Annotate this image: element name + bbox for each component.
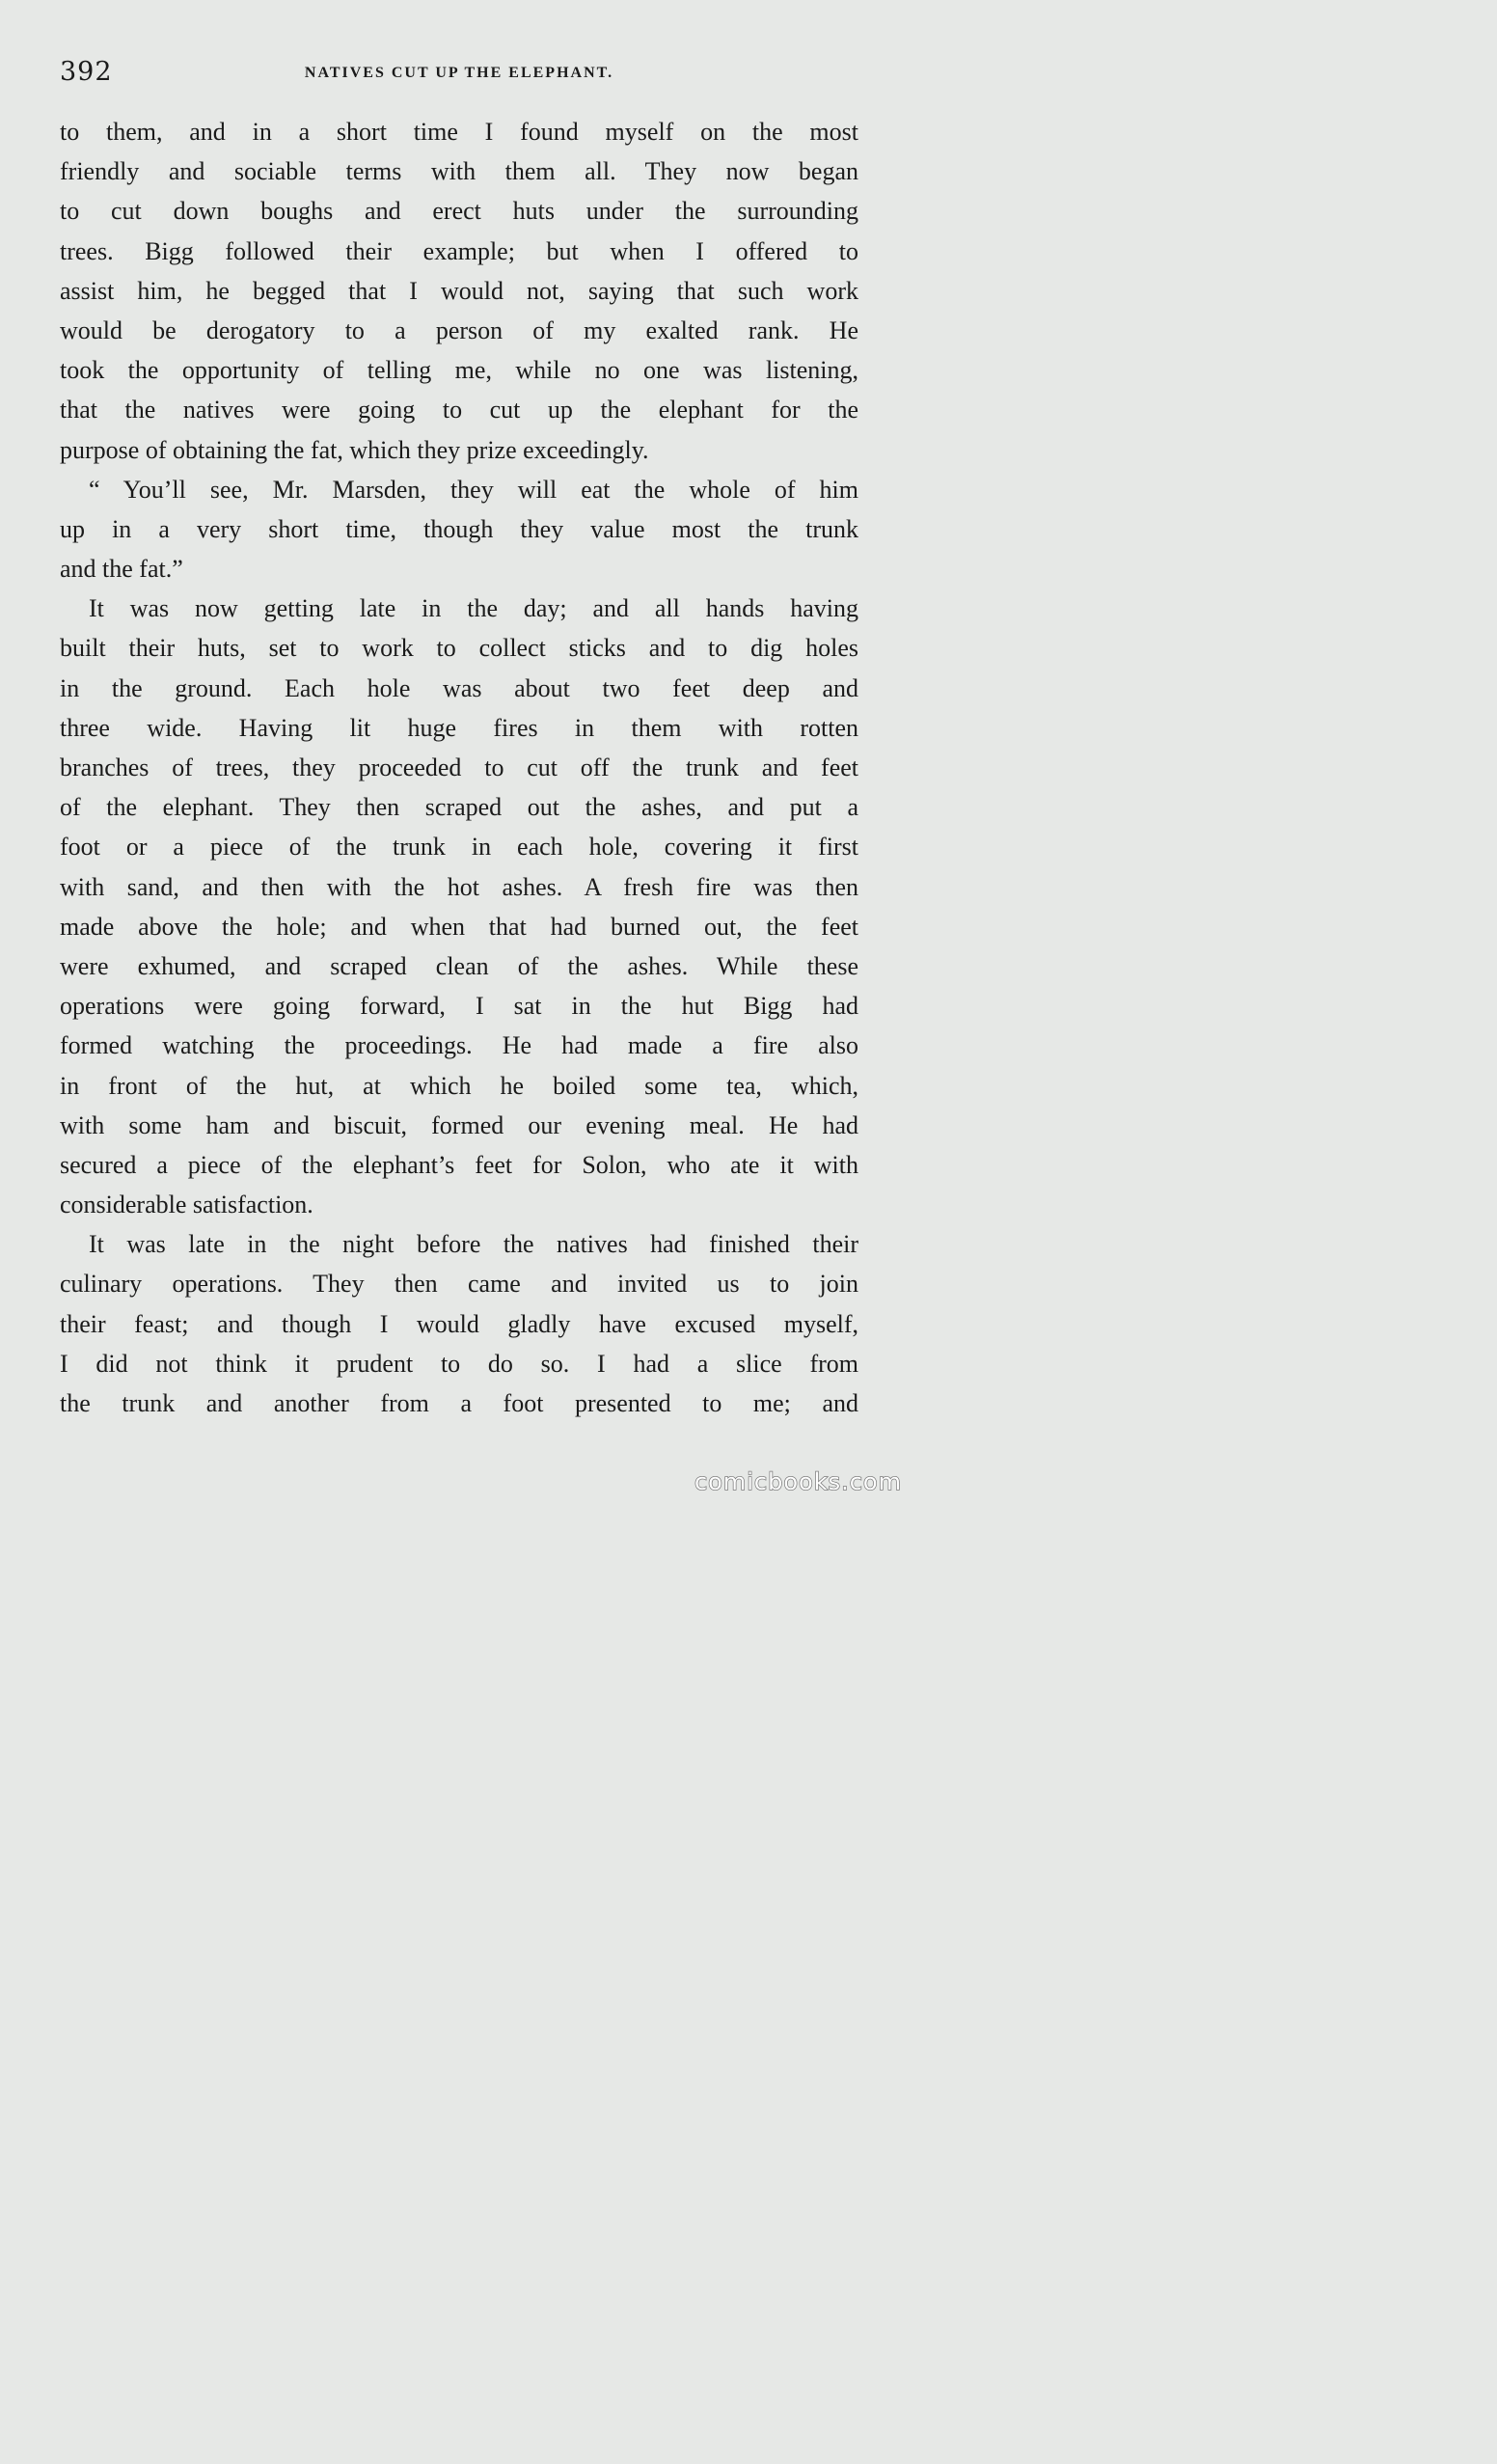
text-line: purpose of obtaining the fat, which they prize exceedingly. (60, 435, 649, 464)
text-line: with sand, and then with the hot ashes. A fresh fire was then (60, 872, 858, 901)
text-line: up in a very short time, though they value most the trunk (60, 514, 858, 543)
text-line: branches of trees, they proceeded to cut off the trunk and feet (60, 753, 858, 781)
text-line: in the ground. Each hole was about two feet deep and (60, 673, 858, 702)
running-head: NATIVES CUT UP THE ELEPHANT. (304, 65, 614, 81)
text-line: operations were going forward, I sat in the hut Bigg had (60, 992, 858, 1021)
text-line: “ You’ll see, Mr. Marsden, they will eat the whole of him (89, 475, 858, 504)
page-header (60, 56, 858, 89)
text-line: three wide. Having lit huge fires in them with rotten (60, 713, 858, 742)
text-line: friendly and sociable terms with them all. They now began (60, 157, 858, 186)
text-line: that the natives were going to cut up the elephant for the (60, 396, 858, 424)
text-line: would be derogatory to a person of my exalted rank. He (60, 315, 858, 344)
text-line: took the opportunity of telling me, while no one was listening, (60, 356, 858, 385)
text-line: to cut down boughs and erect huts under the surrounding (60, 197, 858, 226)
text-line: considerable satisfaction. (60, 1191, 313, 1219)
text-line: trees. Bigg followed their example; but when I offered to (60, 236, 858, 265)
text-line: It was now getting late in the day; and all hands having (89, 594, 858, 623)
text-line: built their huts, set to work to collect sticks and to dig holes (60, 634, 858, 663)
page-number: 392 (60, 57, 113, 87)
text-line: made above the hole; and when that had burned out, the feet (60, 912, 858, 941)
text-line: It was late in the night before the natives had finished their (89, 1230, 858, 1259)
text-line: with some ham and biscuit, formed our evening meal. He had (60, 1110, 858, 1139)
text-line: the trunk and another from a foot presented to me; and (60, 1389, 858, 1417)
text-line: foot or a piece of the trunk in each hole, covering it first (60, 833, 858, 862)
text-line: I did not think it prudent to do so. I had a slice from (60, 1349, 858, 1378)
text-line: in front of the hut, at which he boiled some tea, which, (60, 1071, 858, 1100)
text-line: to them, and in a short time I found myself on the most (60, 118, 858, 146)
text-line: and the fat.” (60, 555, 183, 584)
body-text (60, 112, 858, 1423)
text-line: of the elephant. They then scraped out the ashes, and put a (60, 793, 858, 822)
watermark: comicbooks.com (694, 1468, 902, 1495)
text-line: formed watching the proceedings. He had made a fire also (60, 1031, 858, 1060)
text-line: secured a piece of the elephant’s feet for Solon, who ate it with (60, 1150, 858, 1179)
text-line: assist him, he begged that I would not, saying that such work (60, 276, 858, 305)
text-line: culinary operations. They then came and invited us to join (60, 1270, 858, 1299)
text-line: were exhumed, and scraped clean of the ashes. While these (60, 951, 858, 980)
text-line: their feast; and though I would gladly have excused myself, (60, 1309, 858, 1338)
book-page (0, 0, 919, 1513)
